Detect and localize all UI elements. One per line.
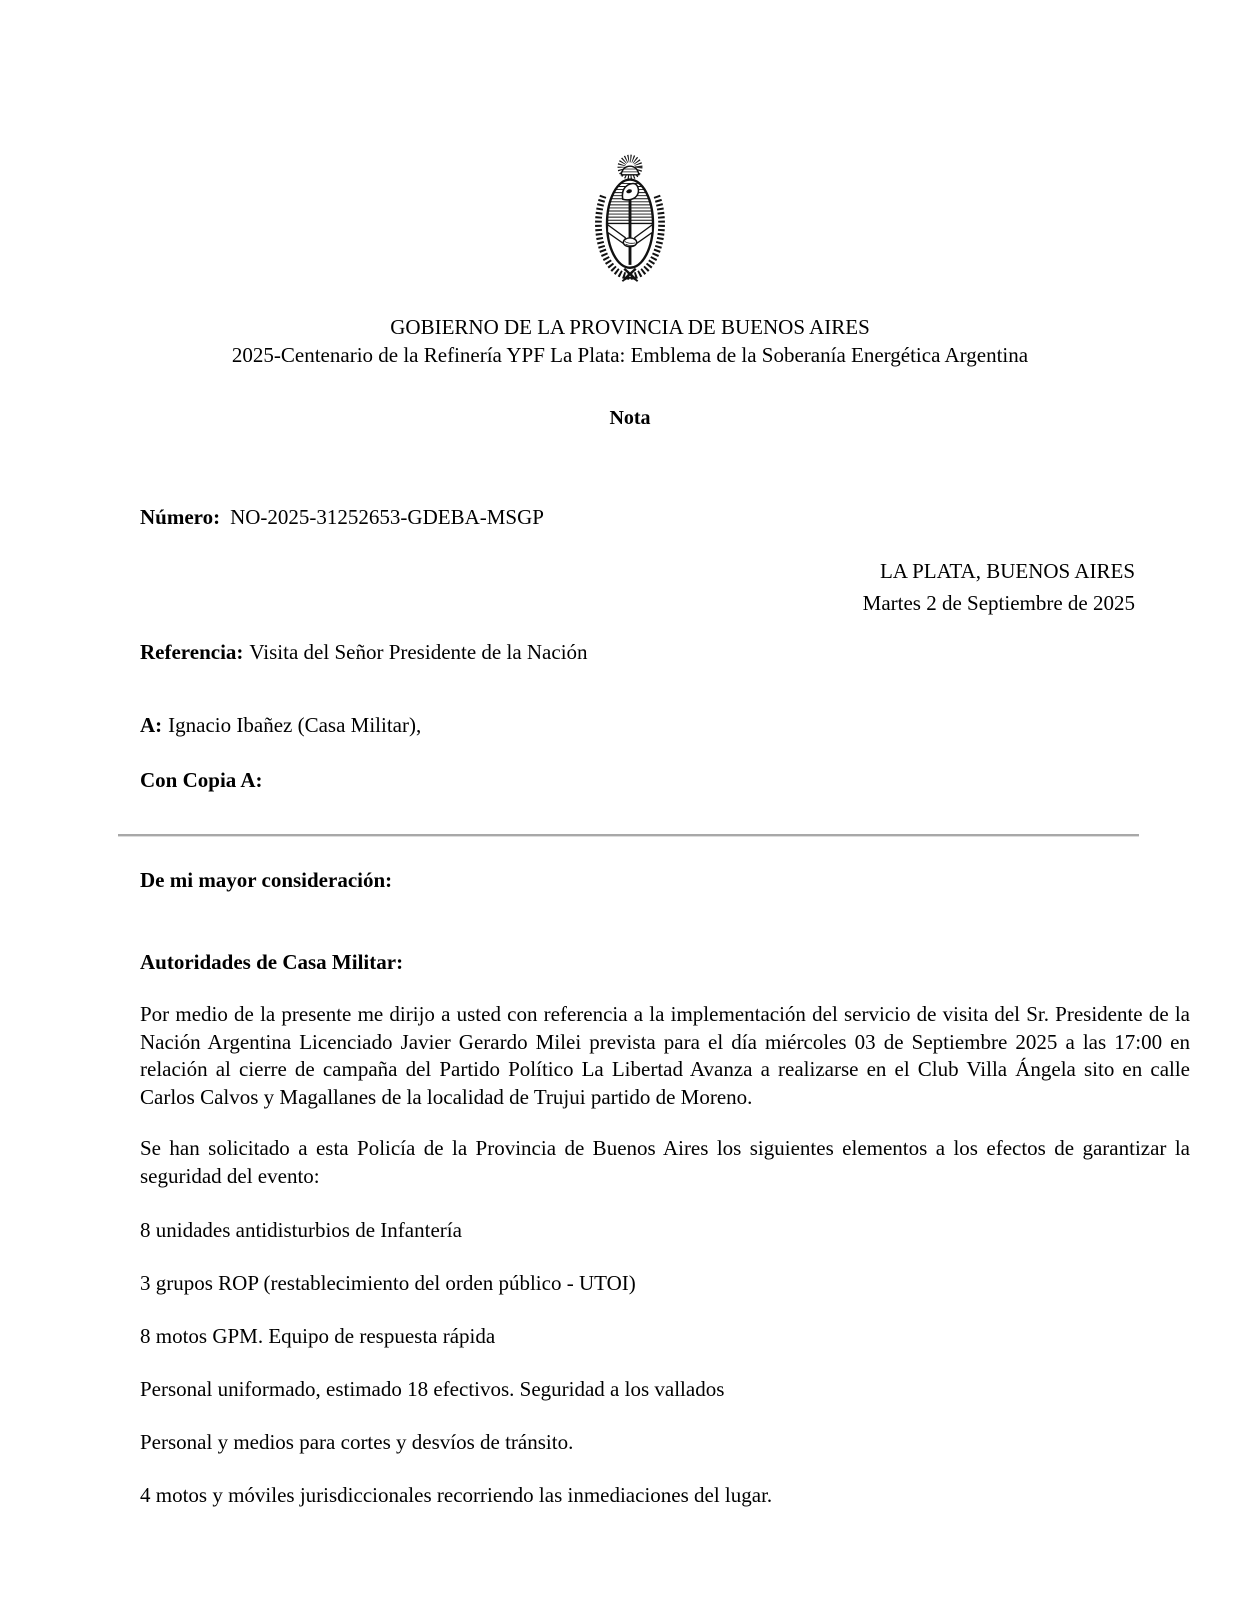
cc-label: Con Copia A: <box>140 768 263 792</box>
number-row <box>140 504 1190 531</box>
to-value: Ignacio Ibañez (Casa Militar), <box>168 713 422 737</box>
requested-item: 3 grupos ROP (restablecimiento del orden público - UTOI) <box>140 1270 636 1295</box>
coat-of-arms-icon <box>584 146 676 286</box>
document-header <box>140 146 1120 432</box>
doc-type-title: Nota <box>609 407 651 429</box>
divider <box>118 834 1139 837</box>
cc-row <box>140 767 1190 794</box>
requested-item: 8 unidades antidisturbios de Infantería <box>140 1217 462 1242</box>
requested-item: Personal y medios para cortes y desvíos de tránsito. <box>140 1429 574 1454</box>
requested-item: 4 motos y móviles jurisdiccionales recorriendo las inmediaciones del lugar. <box>140 1482 773 1507</box>
body-paragraph: Por medio de la presente me dirijo a usted con referencia a la implementación del servicio de visita del Sr. Presidente de la Nación Argentina Licenciado Javier Gerardo Milei prevista para el día miércoles 03 de Septiembre 2025 a las 17:00 en relación al cierre de campaña del Partido Político La Libertad Avanza a realizarse en el Club Villa Ángela sito en calle Carlos Calvos y Magallanes de la localidad de Trujui partido de Moreno. <box>140 1002 1190 1109</box>
reference-value: Visita del Señor Presidente de la Nación <box>249 640 588 664</box>
reference-label: Referencia: <box>140 640 244 664</box>
org-motto: 2025-Centenario de la Refinería YPF La Plata: Emblema de la Soberanía Energética Argentina <box>231 343 1029 367</box>
date-line: Martes 2 de Septiembre de 2025 <box>862 591 1135 615</box>
requested-item: Personal uniformado, estimado 18 efectivos. Seguridad a los vallados <box>140 1376 725 1401</box>
place-date-block <box>140 555 1135 619</box>
org-title: GOBIERNO DE LA PROVINCIA DE BUENOS AIRES <box>390 315 870 339</box>
document-meta <box>140 504 1190 794</box>
number-label: Número: <box>140 505 221 529</box>
place-line: LA PLATA, BUENOS AIRES <box>879 559 1135 583</box>
requested-item: 8 motos GPM. Equipo de respuesta rápida <box>140 1323 496 1348</box>
reference-row <box>140 639 1190 666</box>
addressee-heading: Autoridades de Casa Militar: <box>140 950 404 974</box>
salutation: De mi mayor consideración: <box>140 868 393 892</box>
document-body <box>140 867 1190 1509</box>
body-paragraph: Se han solicitado a esta Policía de la Provincia de Buenos Aires los siguientes elementos a los efectos de garantizar la seguridad del evento: <box>140 1136 1190 1188</box>
to-row <box>140 712 1190 739</box>
to-label: A: <box>140 713 163 737</box>
number-value: NO-2025-31252653-GDEBA-MSGP <box>230 505 544 529</box>
